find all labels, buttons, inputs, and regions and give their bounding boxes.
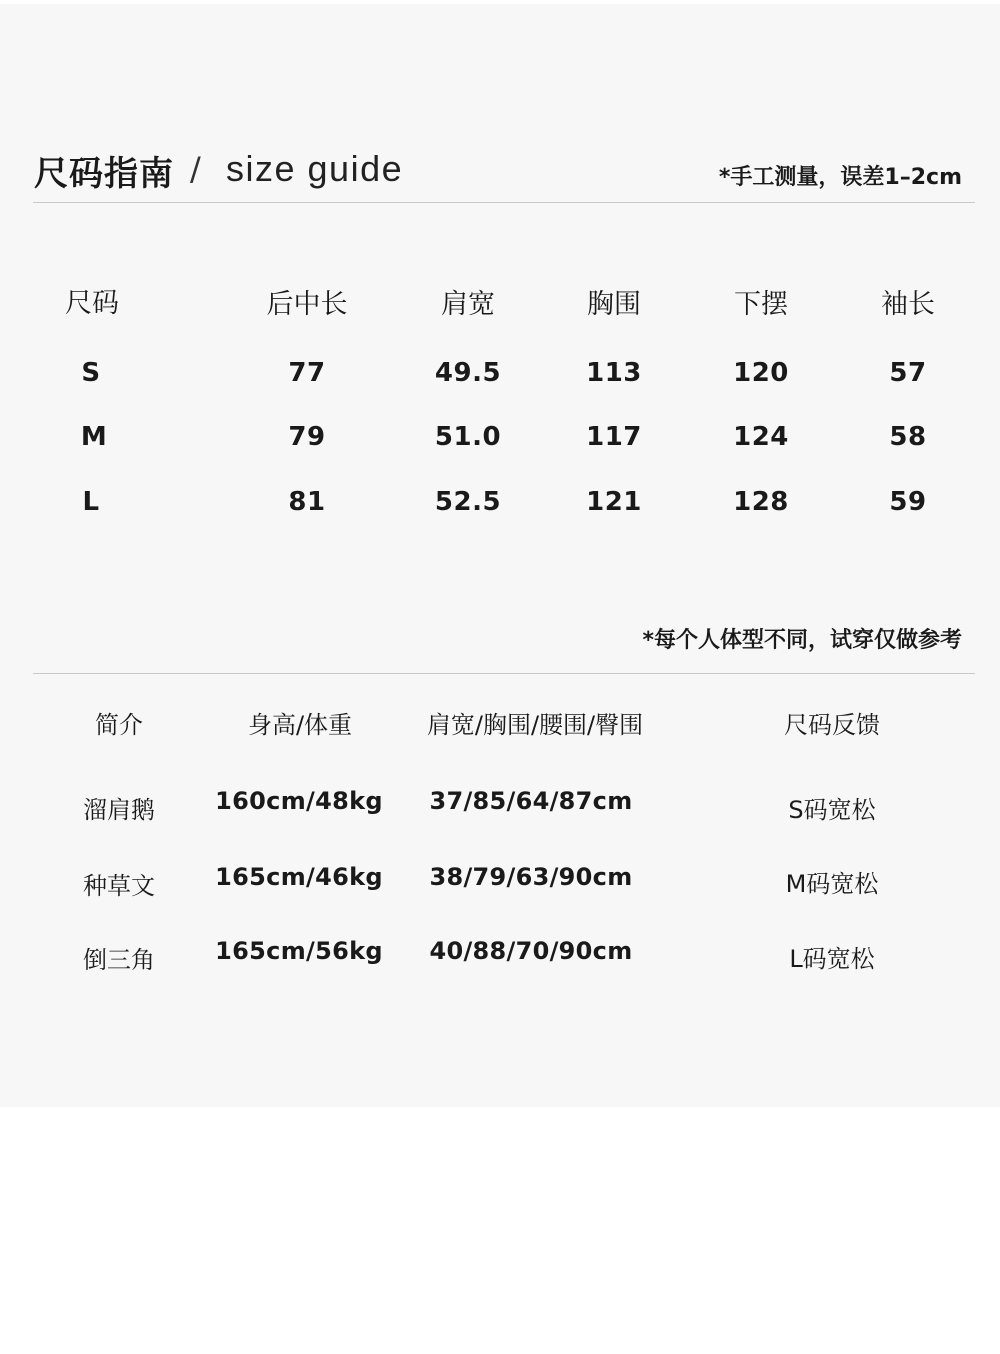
shoulder-value: 49.5: [434, 358, 502, 388]
body-measurements-value: 38/79/63/90cm: [429, 863, 633, 891]
measurement-note: *手工测量，误差1–2cm: [718, 165, 962, 190]
header-profile: 简介: [95, 711, 143, 739]
sleeve-value: 57: [889, 358, 927, 388]
header-size-feedback: 尺码反馈: [784, 711, 880, 739]
header-size: 尺码: [65, 288, 119, 319]
header-hem: 下摆: [734, 289, 788, 320]
page-title: 尺码指南: [34, 154, 174, 194]
tryon-note: *每个人体型不同，试穿仅做参考: [642, 628, 962, 653]
back-length-value: 81: [288, 487, 326, 517]
divider: [33, 202, 975, 203]
height-weight-value: 165cm/56kg: [215, 937, 383, 965]
back-length-value: 77: [288, 358, 326, 388]
profile-name: 种草文: [83, 872, 155, 900]
chest-value: 117: [586, 422, 642, 452]
header-back-length: 后中长: [266, 289, 348, 320]
height-weight-value: 165cm/46kg: [215, 863, 383, 891]
header-sleeve: 袖长: [881, 289, 935, 320]
title-separator: /: [190, 150, 201, 188]
divider: [33, 673, 975, 674]
size-label: S: [81, 358, 101, 388]
sleeve-value: 58: [889, 422, 927, 452]
hem-value: 120: [733, 358, 789, 388]
height-weight-value: 160cm/48kg: [215, 787, 383, 815]
body-measurements-value: 37/85/64/87cm: [429, 787, 633, 815]
page-subtitle: size guide: [226, 148, 404, 189]
chest-value: 121: [586, 487, 642, 517]
body-measurements-value: 40/88/70/90cm: [429, 937, 633, 965]
size-feedback: S码宽松: [788, 796, 876, 824]
header-shoulder: 肩宽: [441, 289, 495, 320]
back-length-value: 79: [288, 422, 326, 452]
hem-value: 124: [733, 422, 789, 452]
hem-value: 128: [733, 487, 789, 517]
sleeve-value: 59: [889, 487, 927, 517]
chest-value: 113: [586, 358, 642, 388]
header-chest: 胸围: [587, 289, 641, 320]
profile-name: 倒三角: [83, 946, 155, 974]
size-feedback: L码宽松: [789, 945, 875, 973]
size-label: L: [82, 487, 100, 517]
header-height-weight: 身高/体重: [247, 711, 353, 739]
shoulder-value: 52.5: [434, 487, 502, 517]
size-feedback: M码宽松: [785, 870, 879, 898]
size-label: M: [80, 422, 108, 452]
shoulder-value: 51.0: [434, 422, 502, 452]
header-body-measurements: 肩宽/胸围/腰围/臀围: [426, 711, 644, 739]
profile-name: 溜肩鹅: [83, 796, 155, 824]
